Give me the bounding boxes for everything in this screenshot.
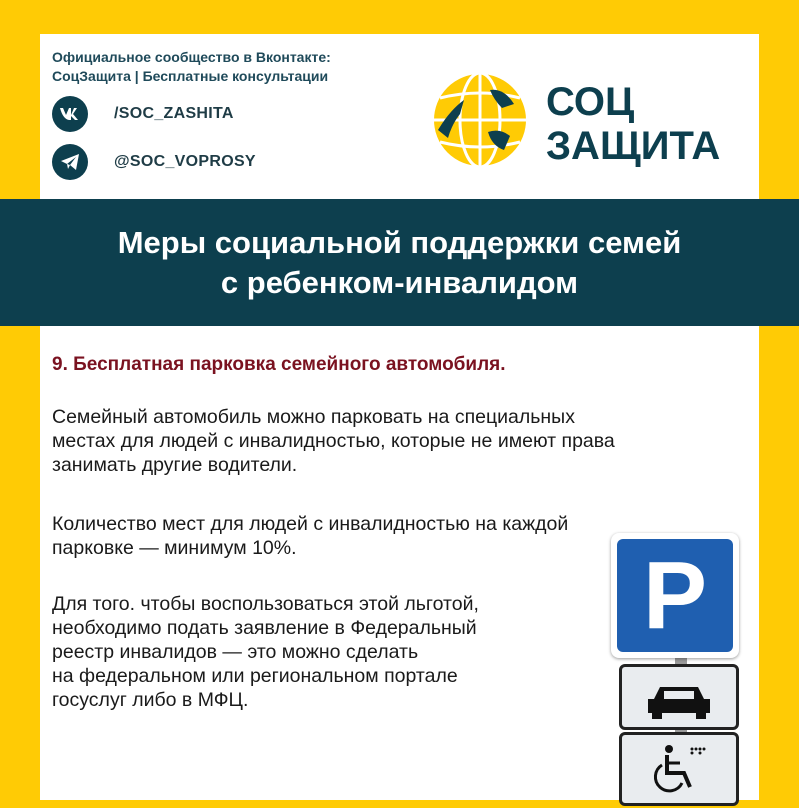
section-heading: 9. Бесплатная парковка семейного автомобиля. (52, 354, 506, 375)
parking-sign-icon (611, 533, 739, 658)
parking-letter: P (642, 541, 708, 649)
title-banner (0, 199, 799, 326)
paragraph-1 (52, 405, 615, 477)
telegram-handle: @SOC_VOPROSY (114, 153, 256, 170)
paragraph-3-line: на федеральном или региональном портале (52, 665, 458, 687)
paragraph-2 (52, 512, 568, 560)
vk-handle: /SOC_ZASHITA (114, 105, 234, 122)
vk-logo-icon (52, 96, 88, 132)
paragraph-2-line: Количество мест для людей с инвалидностью на каждой (52, 513, 569, 535)
logo-line-1: СОЦ (546, 80, 635, 124)
paragraph-3-line: Для того. чтобы воспользоваться этой льготой, (52, 593, 479, 615)
paragraph-1-line: местах для людей с инвалидностью, которые не имеют права (52, 430, 615, 452)
caption-line-2: СоцЗащита | Бесплатные консультации (52, 68, 329, 84)
paragraph-3-line: необходимо подать заявление в Федеральный (52, 617, 477, 639)
page-title-line-2: с ребенком-инвалидом (220, 264, 579, 300)
paragraph-3-line: госуслуг либо в МФЦ. (52, 689, 249, 711)
wheelchair-icon (622, 735, 736, 803)
caption-line-1: Официальное сообщество в Вконтакте: (52, 49, 331, 65)
paragraph-1-line: занимать другие водители. (52, 454, 298, 476)
paragraph-1-line: Семейный автомобиль можно парковать на специальных (52, 406, 575, 428)
telegram-plane-icon (52, 144, 88, 180)
telegram-link[interactable] (52, 144, 256, 180)
paragraph-3 (52, 592, 479, 712)
community-caption (52, 48, 331, 86)
paragraph-2-line: парковке — минимум 10%. (52, 537, 297, 559)
globe-logo-icon (430, 70, 530, 170)
wheelchair-plate (619, 732, 739, 806)
paragraph-3-line: реестр инвалидов — это можно сделать (52, 641, 419, 663)
car-plate (619, 664, 739, 730)
car-icon (622, 667, 736, 727)
brand-logo-text (546, 80, 720, 168)
page-title-line-1: Меры социальной поддержки семей (117, 224, 682, 260)
vk-link[interactable] (52, 96, 234, 132)
logo-line-2: ЗАЩИТА (546, 124, 721, 168)
